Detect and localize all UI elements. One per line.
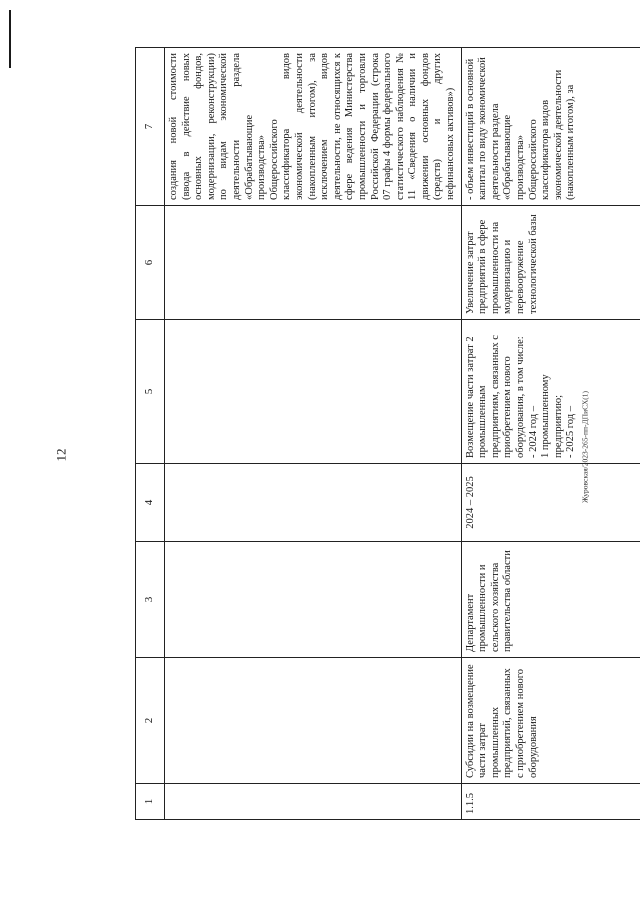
table-frame: [135, 48, 635, 820]
col-number-7: 7: [136, 48, 165, 206]
row2-result-cell: Возмещение части затрат 2 промышленным предприятиям, связанных с приобретением нового оборудования, в том числе: - 2024 год – 1 промышленному предприятию; - 2025 год –: [461, 320, 640, 464]
row2-indicator-cell: - объем инвестиций в основной капитал по виду экономической деятельности раздела «Обрабатывающие производства» Общероссийского классификатора видов экономической деятельности (накопленным итогом), за: [461, 48, 640, 206]
document-code: Журовская/2023-265-пп-ДПиСХ(1): [580, 390, 590, 504]
table-row: [461, 48, 640, 820]
rotated-table-container: [135, 48, 635, 820]
row1-cell-5: [165, 320, 462, 464]
measures-table: [135, 47, 640, 820]
column-number-row: [136, 48, 165, 820]
table-row: [165, 48, 462, 820]
col-number-2: 2: [136, 658, 165, 784]
row1-cell-2: [165, 658, 462, 784]
col-number-6: 6: [136, 206, 165, 320]
row2-period-cell: 2024 – 2025: [461, 464, 640, 542]
row2-number-cell: 1.1.5: [461, 784, 640, 820]
row1-cell-6: [165, 206, 462, 320]
row1-cell-4: [165, 464, 462, 542]
col-number-4: 4: [136, 464, 165, 542]
row1-indicator-cell: создания новой стоимости (ввода в действие новых основных фондов, модернизации, реконструкции) по видам экономической деятельности раздела «Обрабатывающие производства» Общероссийского классификатора видов экономической деятельности (накопленным итогом), за исключением видов деятельности, не относящихся к сфере ведения Министерства промышленности и торговли Российской Федерации (строка 07 графы 4 формы федерального статистического наблюдения № 11 «Сведения о наличии и движении основных фондов (средств) и других нефинансовых активов»): [165, 48, 462, 206]
col-number-1: 1: [136, 784, 165, 820]
row1-cell-3: [165, 542, 462, 658]
row2-effect-cell: Увеличение затрат предприятий в сфере промышленности на модернизацию и перевооружение технологической базы: [461, 206, 640, 320]
col-number-3: 3: [136, 542, 165, 658]
row2-name-cell: Субсидии на возмещение части затрат промышленных предприятий, связанных с приобретением нового оборудования: [461, 658, 640, 784]
row2-executor-cell: Департамент промышленности и сельского хозяйства правительства области: [461, 542, 640, 658]
row1-cell-1: [165, 784, 462, 820]
page-number: 12: [53, 448, 69, 462]
col-number-5: 5: [136, 320, 165, 464]
margin-line: [9, 10, 11, 68]
